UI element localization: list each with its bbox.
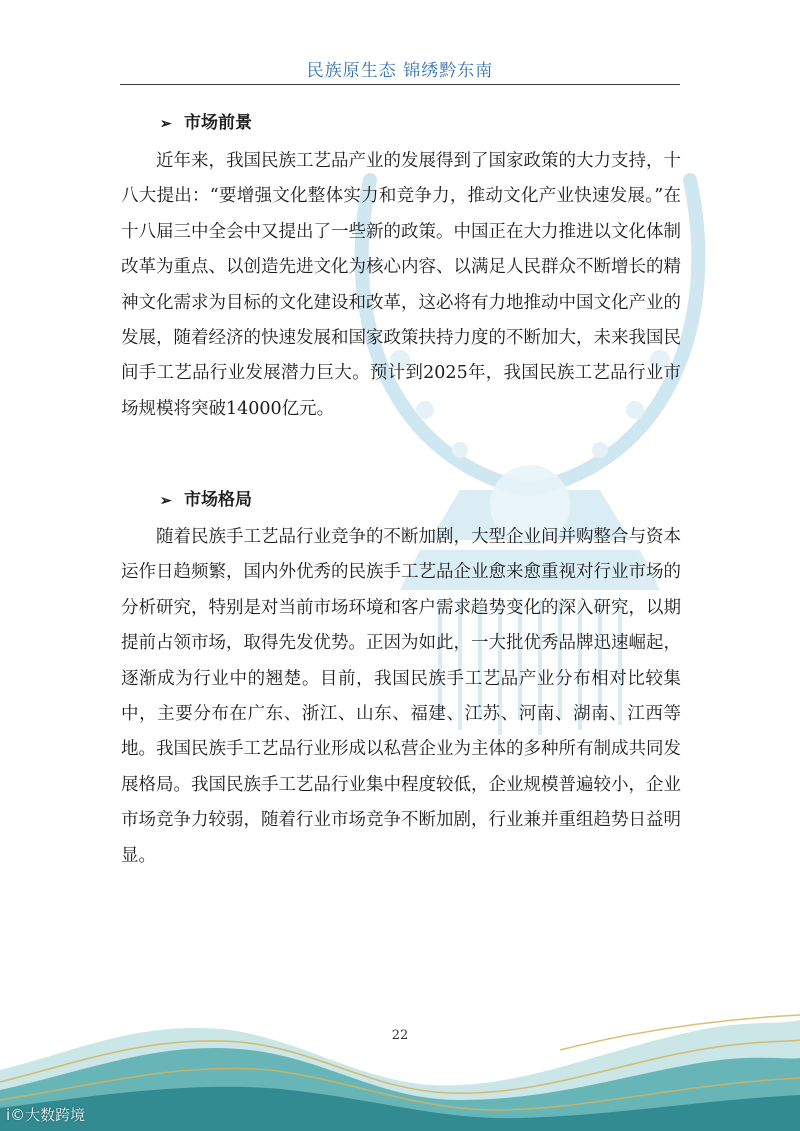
section-heading-market-structure — [160, 485, 252, 510]
page-number: 22 — [391, 1028, 409, 1043]
page-header-title: 民族原生态 锦绣黔东南 — [306, 61, 494, 81]
bullet-arrow-icon: ➢ — [160, 116, 172, 132]
section-paragraph-market-outlook: 近年来，我国民族工艺品产业的发展得到了国家政策的大力支持，十八大提出：“要增强文化整体实力和竞争力，推动文化产业快速发展。”在十八届三中全会中又提出了一些新的政策。中国正在大力推进以文化体制改革为重点、以创造先进文化为核心内容、以满足人民群众不断增长的精神文化需求为目标的文化建设和改革，这必将有力地推动中国文化产业的发展，随着经济的快速发展和国家政策扶持力度的不断加大，未来我国民间手工艺品行业发展潜力巨大。预计到2025年，我国民族工艺品行业市场规模将突破14000亿元。 — [121, 151, 681, 419]
section-heading-market-outlook — [160, 108, 252, 133]
section-paragraph-market-structure: 随着民族手工艺品行业竞争的不断加剧，大型企业间并购整合与资本运作日趋频繁，国内外优秀的民族手工艺品企业愈来愈重视对行业市场的分析研究，特别是对当前市场环境和客户需求趋势变化的深入研究，以期提前占领市场，取得先发优势。正因为如此，一大批优秀品牌迅速崛起，逐渐成为行业中的翘楚。目前，我国民族手工艺品产业分布相对比较集中，主要分布在广东、浙江、山东、福建、江苏、河南、湖南、江西等地。我国民族手工艺品行业形成以私营企业为主体的多种所有制成共同发展格局。我国民族手工艺品行业集中程度较低，企业规模普遍较小，企业市场竞争力较弱，随着行业市场竞争不断加剧，行业兼并重组趋势日益明显。 — [121, 527, 681, 866]
bullet-arrow-icon: ➢ — [160, 493, 172, 509]
watermark-logo: i©大数跨境 — [6, 1106, 86, 1124]
section-heading-text: 市场格局 — [184, 490, 252, 510]
landscape-wave-decoration — [0, 990, 800, 1131]
header-divider — [120, 84, 680, 85]
section-heading-text: 市场前景 — [184, 113, 252, 133]
